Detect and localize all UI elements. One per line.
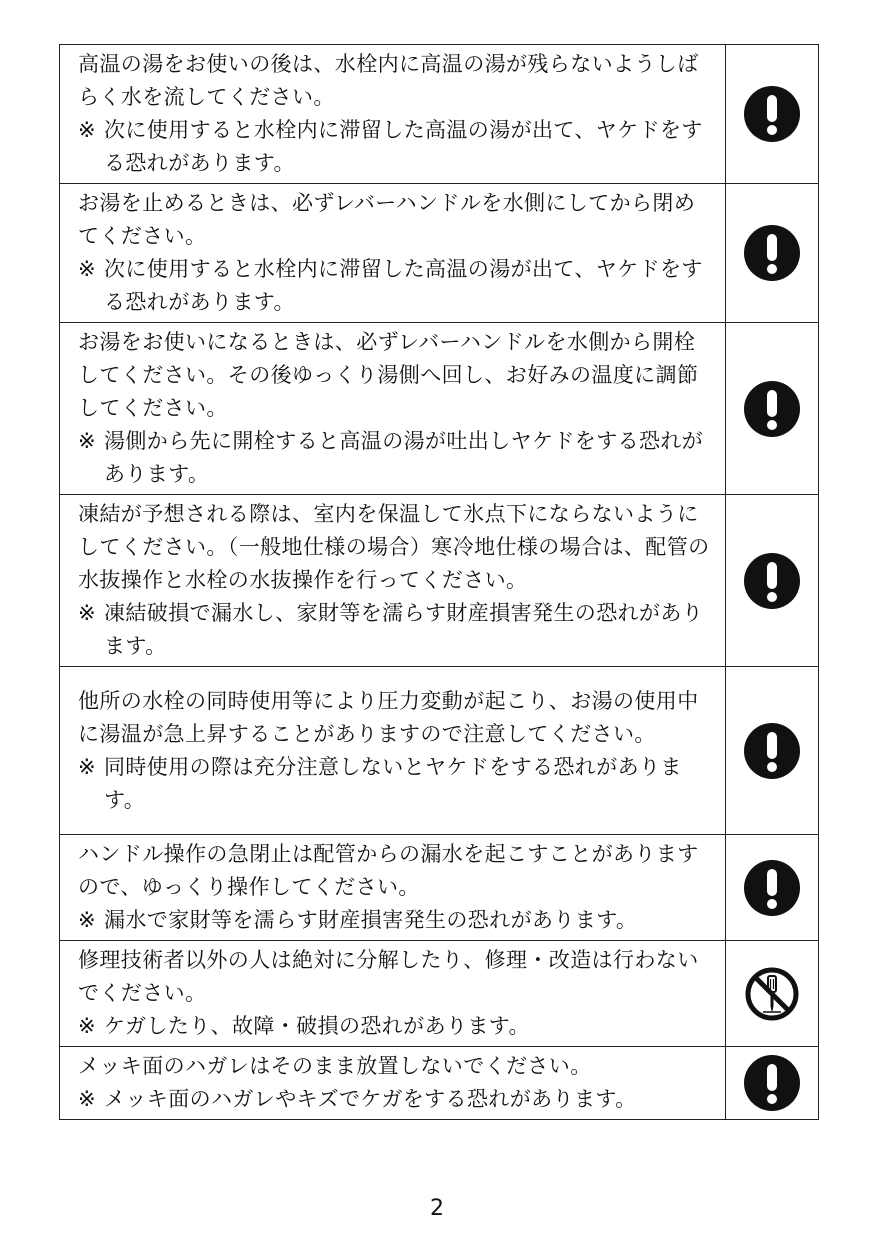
warning-icon-cell [726, 45, 819, 184]
warning-icon-cell [726, 323, 819, 495]
exclamation-icon [743, 1054, 801, 1112]
warning-text-cell [60, 45, 726, 184]
note-mark: ※ [78, 908, 96, 932]
warning-text-cell [60, 495, 726, 667]
warning-text-cell [60, 184, 726, 323]
warning-icon-cell [726, 184, 819, 323]
note-mark: ※ [78, 429, 96, 453]
warning-text-cell [60, 1047, 726, 1120]
warning-icon-cell [726, 495, 819, 667]
warning-main-text: 修理技術者以外の人は絶対に分解したり、修理・改造は行わないでください。 [78, 948, 699, 1005]
warning-note-text: 次に使用すると水栓内に滞留した高温の湯が出て、ヤケドをする恐れがあります。 [104, 118, 703, 175]
warning-row [60, 667, 819, 835]
warning-main-text: お湯を止めるときは、必ずレバーハンドルを水側にしてから閉めてください。 [78, 191, 696, 248]
warning-note [78, 1083, 713, 1116]
warning-row [60, 323, 819, 495]
warning-row [60, 941, 819, 1047]
warning-row [60, 835, 819, 941]
note-mark: ※ [78, 118, 96, 142]
note-mark: ※ [78, 754, 96, 779]
warning-main-text: 高温の湯をお使いの後は、水栓内に高温の湯が残らないようしばらく水を流してください。 [78, 52, 699, 109]
warning-sheet [59, 44, 815, 1120]
warning-note [78, 597, 713, 663]
warning-main-text: ハンドル操作の急閉止は配管からの漏水を起こすことがありますので、ゆっくり操作してください。 [78, 842, 699, 899]
warning-note-text: 漏水で家財等を濡らす財産損害発生の恐れがあります。 [104, 908, 638, 932]
warning-note [78, 253, 713, 319]
warning-main-text: 他所の水栓の同時使用等により圧力変動が起こり、お湯の使用中に湯温が急上昇することがありますので注意してください。 [78, 688, 699, 746]
warning-row [60, 1047, 819, 1120]
warning-row [60, 184, 819, 323]
warning-note [78, 425, 713, 491]
note-mark: ※ [78, 601, 96, 625]
no-disassembly-icon [743, 965, 801, 1023]
warning-icon-cell [726, 1047, 819, 1120]
warning-icon-cell [726, 941, 819, 1047]
warning-icon-cell [726, 835, 819, 941]
warning-text-cell [60, 941, 726, 1047]
warning-main-text: メッキ面のハガレはそのまま放置しないでください。 [78, 1054, 592, 1078]
note-mark: ※ [78, 1014, 96, 1038]
warning-note-text: メッキ面のハガレやキズでケガをする恐れがあります。 [104, 1087, 637, 1111]
warning-main-text: 凍結が予想される際は、室内を保温して氷点下にならないようにしてください。（一般地仕様の場合）寒冷地仕様の場合は、配管の水抜操作と水栓の水抜操作を行ってください。 [78, 502, 710, 592]
warning-text-cell [60, 323, 726, 495]
exclamation-icon [743, 224, 801, 282]
exclamation-icon [743, 85, 801, 143]
warning-note [78, 751, 713, 817]
warning-note-text: 湯側から先に開栓すると高温の湯が吐出しヤケドをする恐れがあります。 [104, 429, 704, 486]
exclamation-icon [743, 722, 801, 780]
page-number: 2 [430, 1196, 444, 1221]
warning-note [78, 1010, 713, 1043]
warning-note [78, 114, 713, 180]
exclamation-icon [743, 859, 801, 917]
warning-row [60, 495, 819, 667]
warning-note-text: 同時使用の際は充分注意しないとヤケドをする恐れがあります。 [104, 754, 682, 812]
exclamation-icon [743, 552, 801, 610]
note-mark: ※ [78, 1087, 96, 1111]
exclamation-icon [743, 380, 801, 438]
warning-icon-cell [726, 667, 819, 835]
warning-row [60, 45, 819, 184]
warning-text-cell [60, 835, 726, 941]
warning-main-text: お湯をお使いになるときは、必ずレバーハンドルを水側から開栓してください。その後ゆっくり湯側へ回し、お好みの温度に調節してください。 [78, 330, 699, 420]
warning-text-cell [60, 667, 726, 835]
warning-note [78, 904, 713, 937]
note-mark: ※ [78, 257, 96, 281]
warning-note-text: 次に使用すると水栓内に滞留した高温の湯が出て、ヤケドをする恐れがあります。 [104, 257, 703, 314]
warning-note-text: 凍結破損で漏水し、家財等を濡らす財産損害発生の恐れがあります。 [104, 601, 704, 658]
warning-table [59, 44, 819, 1120]
warning-note-text: ケガしたり、故障・破損の恐れがあります。 [104, 1014, 530, 1038]
